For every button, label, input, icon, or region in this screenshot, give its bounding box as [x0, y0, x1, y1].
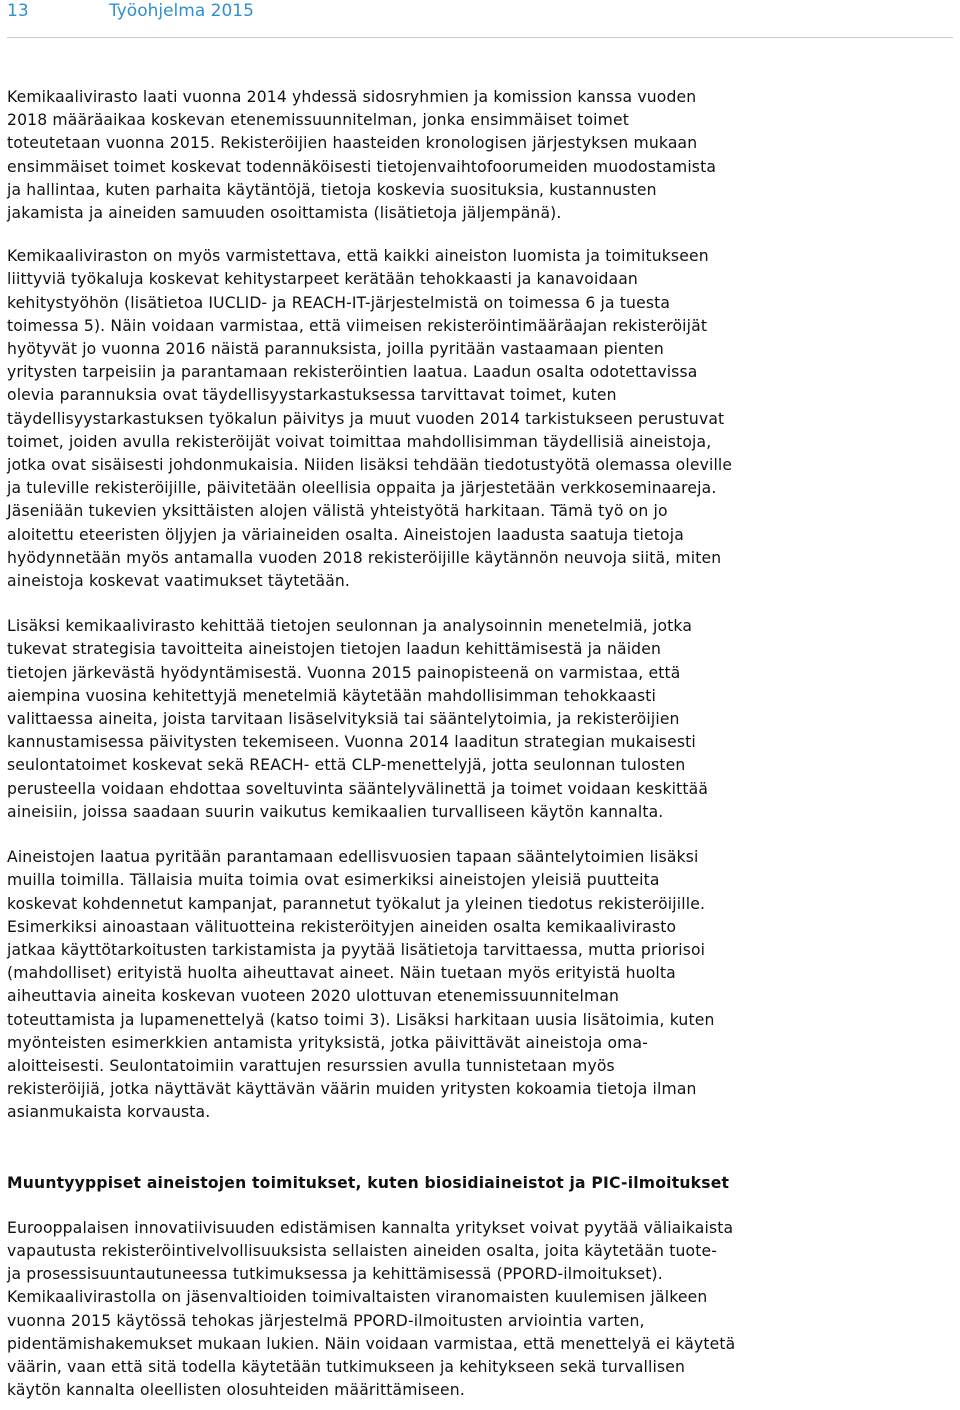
- paragraph-screening-methods: Lisäksi kemikaalivirasto kehittää tietojen seulonnan ja analysoinnin menetelmiä, jotka tukevat strategisia tavoitteita aineistojen tietojen laadun kehittämisestä ja näiden tietojen järkevästä hyödyntämisestä. Vuonna 2015 painopisteenä on varmistaa, että aiempina vuosina kehitettyjä menetelmiä käytetään mahdollisimman tehokkaasti valittaessa aineita, joista tarvitaan lisäselvityksiä tai sääntelytoimia, ja rekisteröijien kannustamisessa päivitysten tekemiseen. Vuonna 2014 laadi̇tun strategian mukaisesti seulontatoimet koskevat sekä REACH- että CLP-menettelyjä, jotta seulonnan tulosten perusteella voidaan ehdottaa soveltuvinta sääntelyvälinettä ja toimet voidaan keskittää aineisiin, joissa saadaan suurin vaikutus kemikaalien turvalliseen käytön kannalta.: [7, 617, 709, 821]
- paragraph-roadmap: Kemikaalivirasto laati vuonna 2014 yhdessä sidosryhmien ja komission kanssa vuoden 2018 määräaikaa koskevan etenemissuunnitelman, jonka ensimmäiset toimet toteutetaan vuonna 2015. Rekisteröijien haasteiden kronologisen järjestyksen mukaan ensimmäiset toimet koskevat todennäköisesti tietojenvaihtofoorumeiden muodostamista ja hallintaa, kuten parhaita käytäntöjä, tietoja koskevia suosituksia, kustannusten jakamista ja aineiden samuuden osoittamista (lisätietoja jäljempänä).: [7, 88, 717, 223]
- paragraph-dossier-quality: Aineistojen laatua pyritään parantamaan edellisvuosien tapaan sääntelytoimien lisäksi muilla toimilla. Tällaisia muita toimia ovat esimerkiksi aineistojen yleisiä puutteita koskevat kohdennetut kampanjat, parannetut työkalut ja yleinen tiedotus rekisteröijille. Esimerkiksi ainoastaan välituotteina rekisteröityjen aineiden osalta kemikaalivirasto jatkaa käyttötarkoitusten tarkistamista ja pyytää lisätietoja tarvittaessa, mutta priorisoi (mahdolliset) erityistä huolta aiheuttavat aineet. Näin tuetaan myös erityistä huolta aiheuttavia aineita koskevan vuoteen 2020 ulottuvan etenemissuunnitelman toteuttamista ja lupamenettelyä (katso toimi 3). Lisäksi harkitaan uusia lisätoimia, kuten myönteisten esimerkkien antamista yrityksistä, jotka päivittävät aineistoja oma- aloitteisesti. Seulontatoimiin varattujen resurssien avulla tunnistetaan myös rekisteröijiä, jotka näyttävät käyttävän väärin muiden yritysten kokoamia tietoja ilman asianmukaista korvausta.: [7, 848, 715, 1122]
- section-spacer: [7, 1125, 953, 1172]
- page-number: 13: [7, 1, 29, 21]
- header-divider: [7, 37, 953, 38]
- document-title: Työohjelma 2015: [109, 1, 254, 21]
- page-header: [0, 0, 960, 40]
- main-content: [7, 86, 953, 1402]
- paragraph-ppord: Eurooppalaisen innovatiivisuuden edistämisen kannalta yritykset voivat pyytää väliaikaista vapautusta rekisteröintivelvollisuuksista sellaisten aineiden osalta, joita käytetään tuote- ja prosessisuuntautuneessa tutkimuksessa ja kehittämisessä (PPORD-ilmoitukset). Kemikaalivirastolla on jäsenvaltioiden toimivaltaisten viranomaisten kuulemisen jälkeen vuonna 2015 käytössä tehokas järjestelmä PPORD-ilmoitusten arviointia varten, pidentämishakemukset mukaan lukien. Näin voidaan varmistaa, että menettelyä ei käytetä väärin, vaan että sitä todella käytetään tutkimukseen ja kehitykseen sekä turvallisen käytön kannalta oleellisten olosuhteiden määrittämiseen.: [7, 1218, 736, 1400]
- paragraph-spacer: [7, 225, 953, 245]
- paragraph-tools-development: Kemikaaliviraston on myös varmistettava, että kaikki aineiston luomista ja toimitukseen liittyviä työkaluja koskevat kehitystarpeet kerätään tehokkaasti ja kanavoidaan kehitystyöhön (lisätietoa IUCLID- ja REACH-IT-järjestelmistä on toimessa 6 ja tuesta toimessa 5). Näin voidaan varmistaa, että viimeisen rekisteröintimääräajan rekisteröijät hyötyvät jo vuonna 2016 näistä parannuksista, joilla pyritään vastaamaan pienten yritysten tarpeisiin ja parantamaan rekisteröintien laatua. Laadun osalta odotettavissa olevia parannuksia ovat täydellisyystarkastuksessa tarvittavat toimet, kuten täydellisyystarkastuksen työkalun päivitys ja muut vuoden 2014 tarkistukseen perustuvat toimet, joiden avulla rekisteröijät voivat toimittaa mahdollisimman täydellisiä aineistoja, jotka ovat sisäisesti johdonmukaisia. Niiden lisäksi tehdään tiedotustyötä olemassa oleville ja tuleville rekisteröijille, päivitetään oleellisia oppaita ja järjestetään verkkoseminaareja. Jäseni̇ään tukevien yksittäisten alojen välistä yhteistyötä harkitaan. Tämä työ on jo aloitettu eteeristen öljyjen ja väriaineiden osalta. Aineistojen laadusta saatuja tietoja hyödynnetään myös antamalla vuoden 2018 rekisteröijille käytännön neuvoja siitä, miten aineistoja koskevat vaatimukset täytetään.: [7, 247, 733, 591]
- paragraph-spacer: [7, 1195, 953, 1217]
- paragraph-spacer: [7, 593, 953, 615]
- section-heading: Muuntyyppiset aineistojen toimitukset, kuten biosidiaineistot ja PIC-ilmoitukset: [7, 1173, 730, 1192]
- paragraph-spacer: [7, 824, 953, 846]
